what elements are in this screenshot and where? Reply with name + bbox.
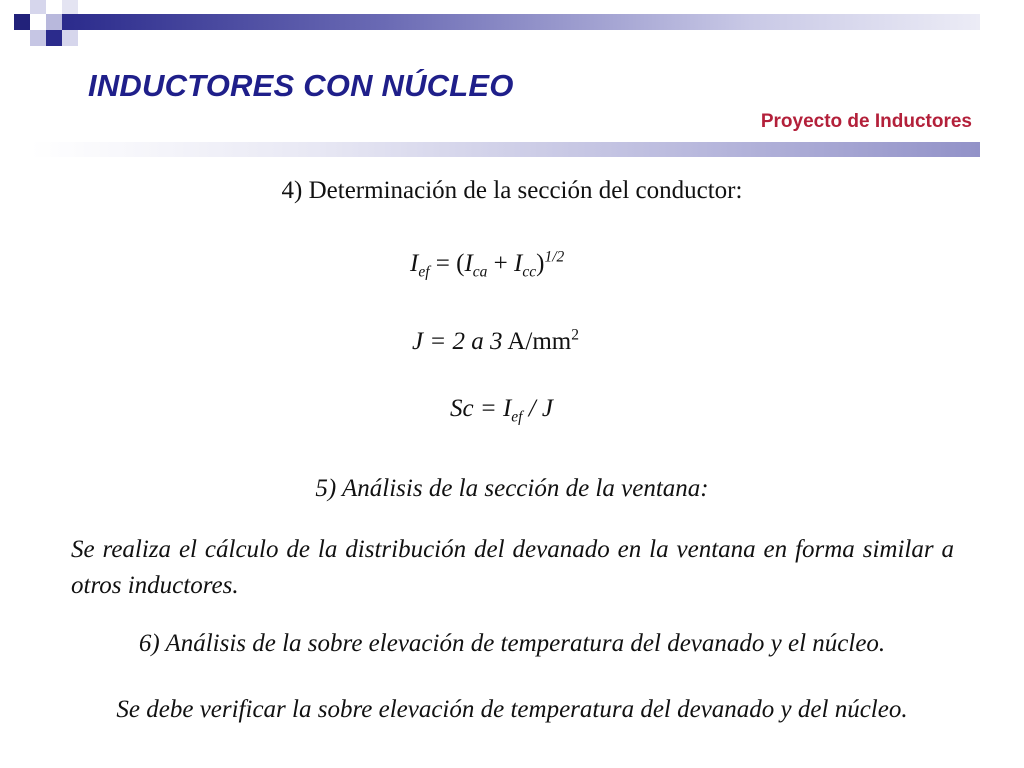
- slide-title: INDUCTORES CON NÚCLEO: [88, 68, 514, 103]
- equation-sc: $Sc = I_{ef} / J$: [450, 395, 554, 426]
- deco-square-7: [62, 30, 78, 46]
- deco-square-4: [30, 30, 46, 46]
- deco-square-6: [46, 30, 62, 46]
- step6-heading: 6) Análisis de la sobre elevación de temperatura del devanado y el núcleo.: [138, 630, 886, 657]
- deco-square-5: [62, 0, 78, 14]
- step5-heading: 5) Análisis de la sección de la ventana:: [315, 475, 709, 502]
- step4-heading: 4) Determinación de la sección del conductor:: [281, 177, 743, 204]
- slide-subtitle: Proyecto de Inductores: [760, 111, 972, 132]
- header-bar: [62, 14, 980, 30]
- step6-body: Se debe verificar la sobre elevación de temperatura del devanado y del núcleo.: [116, 696, 908, 723]
- deco-square-2: [30, 0, 46, 14]
- equation-ief: $I_{ef} = (I_{ca} + I_{cc})^{1/2}$: [410, 248, 565, 281]
- deco-square-3: [46, 14, 62, 30]
- title-underline-bar: [30, 142, 980, 157]
- deco-square-1: [14, 14, 30, 30]
- step5-body: Se realiza el cálculo de la distribución del devanado en la ventana en forma similar a otros inductores.: [71, 536, 954, 599]
- equation-j: J = 2 a 3 $A/mm^2$: [412, 326, 579, 355]
